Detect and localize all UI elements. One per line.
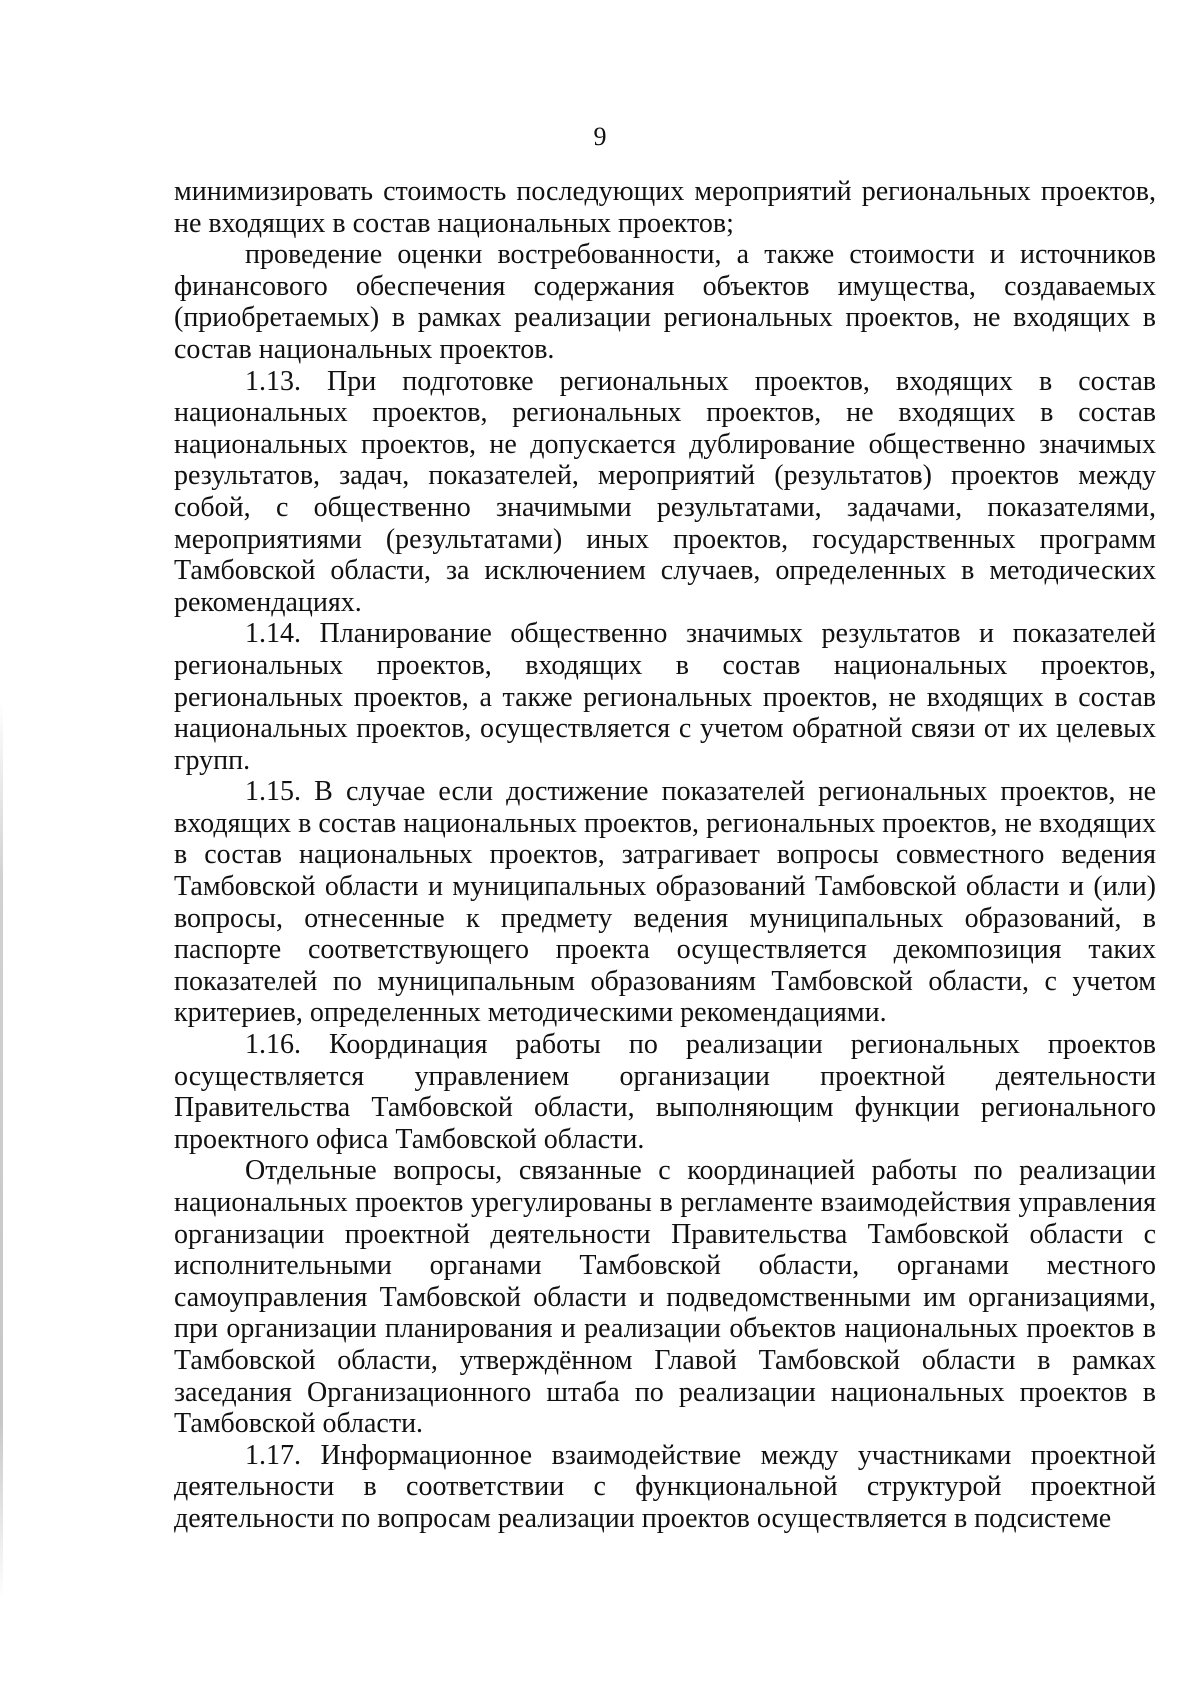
paragraph-asset-evaluation: проведение оценки востребованности, а также стоимости и источников финансового обеспечения содержания объектов имущества, создаваемых (приобретаемых) в рамках реализации региональных проектов, не входящих в состав национальных проектов.: [174, 239, 1156, 365]
paragraph-1-13: 1.13. При подготовке региональных проектов, входящих в состав национальных проектов, региональных проектов, не входящих в состав национальных проектов, не допускается дублирование общественно значимых результатов, задач, показателей, мероприятий (результатов) проектов между собой, с общественно значимыми результатами, задачами, показателями, мероприятиями (результатами) иных проектов, государственных программ Тамбовской области, за исключением случаев, определенных в методических рекомендациях.: [174, 365, 1156, 618]
document-body: [174, 176, 1156, 1535]
scan-edge-shadow: [0, 700, 3, 1600]
paragraph-1-14: 1.14. Планирование общественно значимых результатов и показателей региональных проектов, входящих в состав национальных проектов, региональных проектов, а также региональных проектов, не входящих в состав национальных проектов, осуществляется с учетом обратной связи от их целевых групп.: [174, 618, 1156, 776]
paragraph-1-17: 1.17. Информационное взаимодействие между участниками проектной деятельности в соответствии с функциональной структурой проектной деятельности по вопросам реализации проектов осуществляется в подсистеме: [174, 1439, 1156, 1534]
page-number: 9: [593, 122, 607, 151]
paragraph-continued: минимизировать стоимость последующих мероприятий региональных проектов, не входящих в состав национальных проектов;: [174, 176, 1156, 239]
paragraph-1-16: 1.16. Координация работы по реализации региональных проектов осуществляется управлением организации проектной деятельности Правительства Тамбовской области, выполняющим функции регионального проектного офиса Тамбовской области.: [174, 1029, 1156, 1155]
paragraph-1-15: 1.15. В случае если достижение показателей региональных проектов, не входящих в состав национальных проектов, региональных проектов, не входящих в состав национальных проектов, затрагивает вопросы совместного ведения Тамбовской области и муниципальных образований Тамбовской области и (или) вопросы, отнесенные к предмету ведения муниципальных образований, в паспорте соответствующего проекта осуществляется декомпозиция таких показателей по муниципальным образованиям Тамбовской области, с учетом критериев, определенных методическими рекомендациями.: [174, 776, 1156, 1029]
paragraph-coordination-details: Отдельные вопросы, связанные с координацией работы по реализации национальных проектов урегулированы в регламенте взаимодействия управления организации проектной деятельности Правительства Тамбовской области с исполнительными органами Тамбовской области, органами местного самоуправления Тамбовской области и подведомственными им организациями, при организации планирования и реализации объектов национальных проектов в Тамбовской области, утверждённом Главой Тамбовской области в рамках заседания Организационного штаба по реализации национальных проектов в Тамбовской области.: [174, 1155, 1156, 1440]
